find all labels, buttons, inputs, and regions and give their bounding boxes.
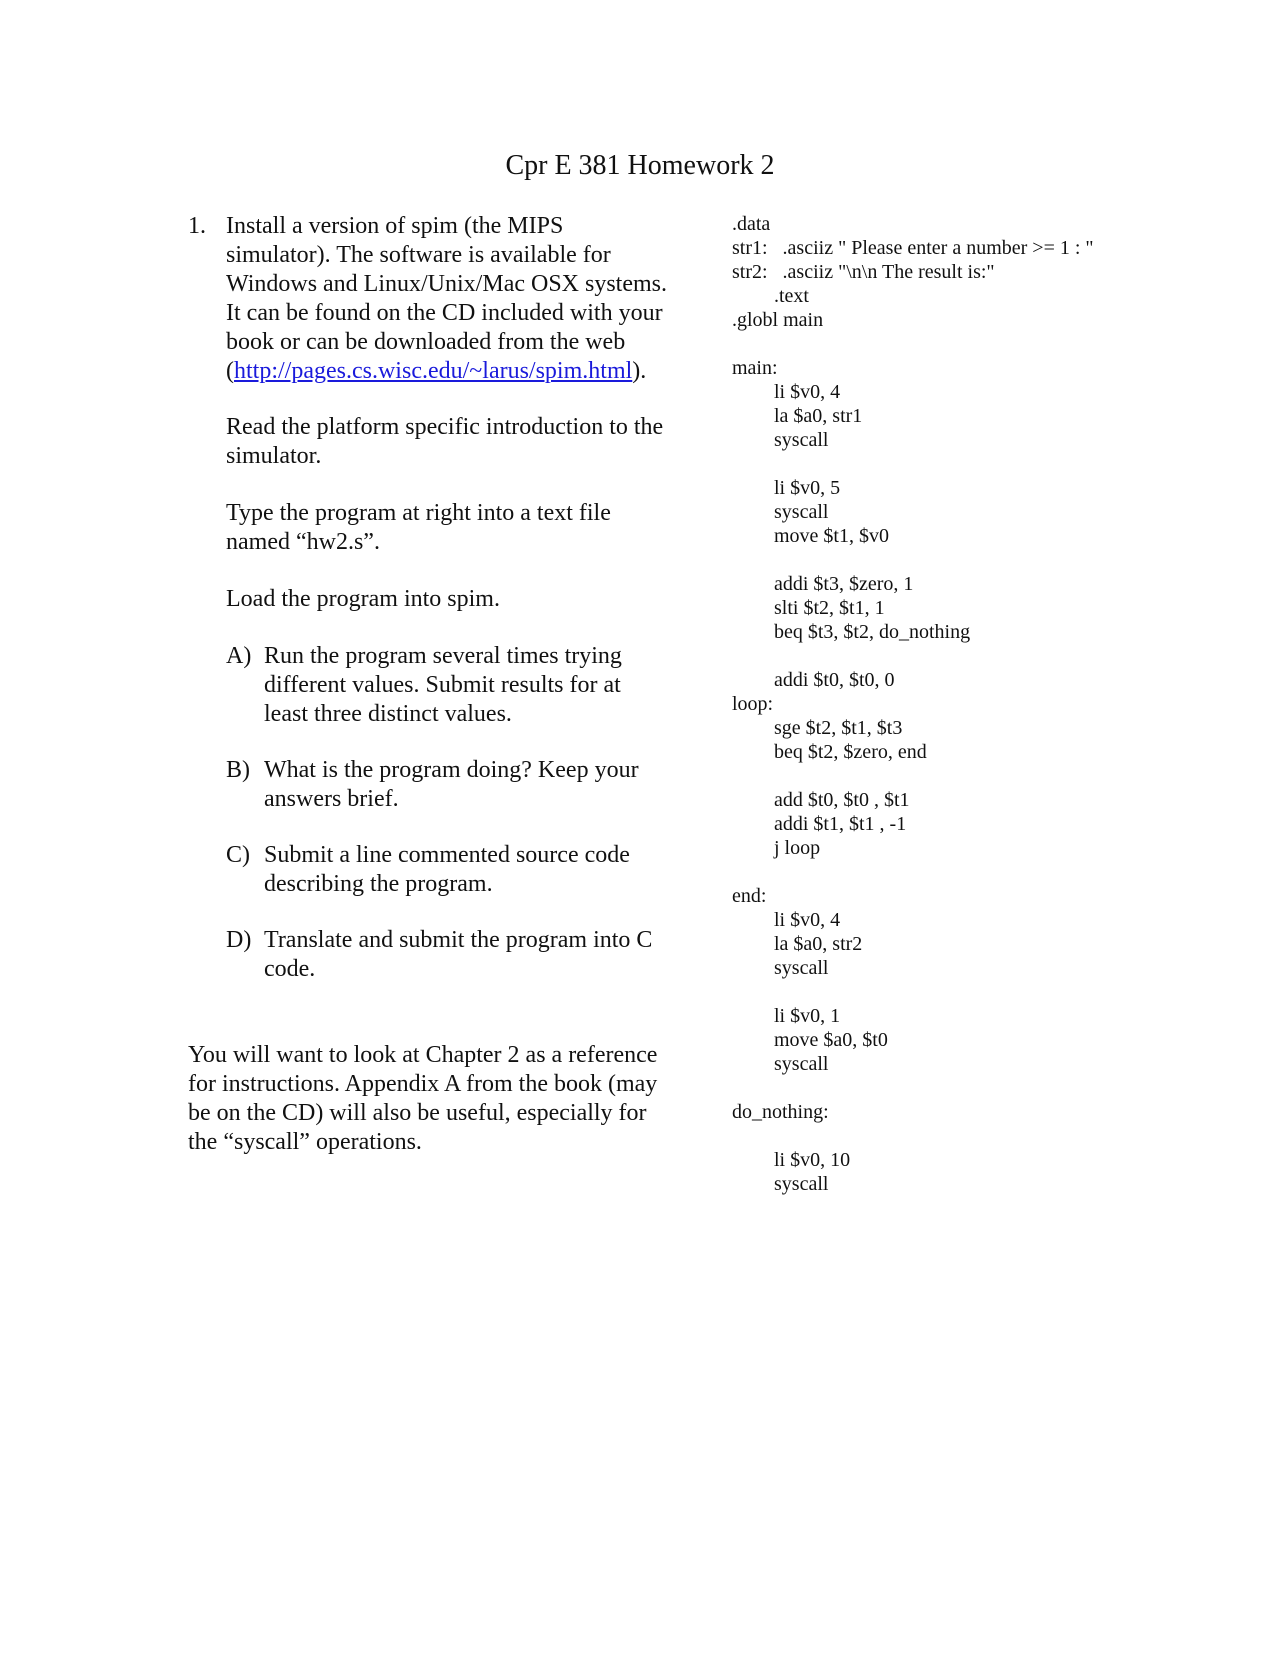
instructions-column	[188, 212, 668, 1185]
intro-text-end: ).	[632, 358, 647, 384]
code-blank	[732, 1124, 1252, 1148]
subitem-letter: B)	[226, 757, 250, 783]
code-blank	[732, 548, 1252, 572]
code-line: beq $t3, $t2, do_nothing	[774, 621, 971, 643]
code-blank	[732, 332, 1252, 356]
code-line: .data	[732, 213, 771, 235]
load-instruction: Load the program into spim.	[226, 586, 500, 612]
code-label: do_nothing:	[732, 1101, 829, 1123]
subitem-text: Submit a line commented source code describing the program.	[264, 842, 630, 897]
code-line: syscall	[774, 501, 829, 523]
subitem-d	[226, 926, 668, 984]
code-line: add $t0, $t0 , $t1	[774, 789, 910, 811]
code-line: move $t1, $v0	[774, 525, 889, 547]
code-label: end:	[732, 885, 767, 907]
code-label: loop:	[732, 693, 774, 715]
subitem-text: Run the program several times trying different values. Submit results for at least three distinct values.	[264, 643, 622, 727]
subitem-letter: A)	[226, 643, 252, 669]
code-line: str2: .asciiz "\n\n The result is:"	[732, 261, 995, 283]
subitem-b	[226, 756, 668, 814]
code-blank	[732, 644, 1252, 668]
subitem-c	[226, 841, 668, 899]
question-intro	[226, 212, 668, 386]
read-instruction: Read the platform specific introduction to the simulator.	[226, 414, 664, 469]
page-title: Cpr E 381 Homework 2	[505, 150, 775, 181]
subitem-a	[226, 642, 668, 729]
code-line: syscall	[774, 429, 829, 451]
code-line: .text	[774, 285, 809, 307]
code-line: str1: .asciiz " Please enter a number >= 1 : "	[732, 237, 1094, 259]
code-listing	[732, 212, 1252, 1196]
code-line: addi $t3, $zero, 1	[774, 573, 914, 595]
code-blank	[732, 1076, 1252, 1100]
code-blank	[732, 764, 1252, 788]
code-line: move $a0, $t0	[774, 1029, 888, 1051]
code-line: syscall	[774, 1053, 829, 1075]
code-line: li $v0, 10	[774, 1149, 851, 1171]
code-line: addi $t0, $t0, 0	[774, 669, 895, 691]
code-line: li $v0, 4	[774, 909, 841, 931]
subitem-text: Translate and submit the program into C code.	[264, 927, 653, 982]
code-line: la $a0, str1	[774, 405, 863, 427]
spim-download-link[interactable]: http://pages.cs.wisc.edu/~larus/spim.html	[234, 358, 633, 384]
code-line: li $v0, 5	[774, 477, 841, 499]
code-line: la $a0, str2	[774, 933, 863, 955]
subitem-letter: C)	[226, 842, 250, 868]
code-line: li $v0, 4	[774, 381, 841, 403]
code-line: syscall	[774, 1173, 829, 1195]
code-line: slti $t2, $t1, 1	[774, 597, 885, 619]
intro-text: Install a version of spim (the MIPS simulator). The software is available for Windows and Linux/Unix/Mac OSX systems. It can be found on the CD included with your book or can be downloaded from the web (	[226, 213, 668, 384]
code-line: beq $t2, $zero, end	[774, 741, 927, 763]
code-line: syscall	[774, 957, 829, 979]
subitem-letter: D)	[226, 927, 252, 953]
code-label: main:	[732, 357, 778, 379]
code-line: .globl main	[732, 309, 824, 331]
question-1	[188, 212, 668, 984]
question-number: 1.	[188, 213, 206, 239]
subitem-text: What is the program doing? Keep your answers brief.	[264, 757, 639, 812]
code-line: addi $t1, $t1 , -1	[774, 813, 907, 835]
type-instruction: Type the program at right into a text file named “hw2.s”.	[226, 500, 611, 555]
code-line: sge $t2, $t1, $t3	[774, 717, 903, 739]
code-blank	[732, 980, 1252, 1004]
code-line: j loop	[774, 837, 821, 859]
code-blank	[732, 860, 1252, 884]
closing-note: You will want to look at Chapter 2 as a reference for instructions. Appendix A from the book (may be on the CD) will also be useful, especially for the “syscall” operations.	[188, 1042, 658, 1155]
code-blank	[732, 452, 1252, 476]
code-line: li $v0, 1	[774, 1005, 841, 1027]
